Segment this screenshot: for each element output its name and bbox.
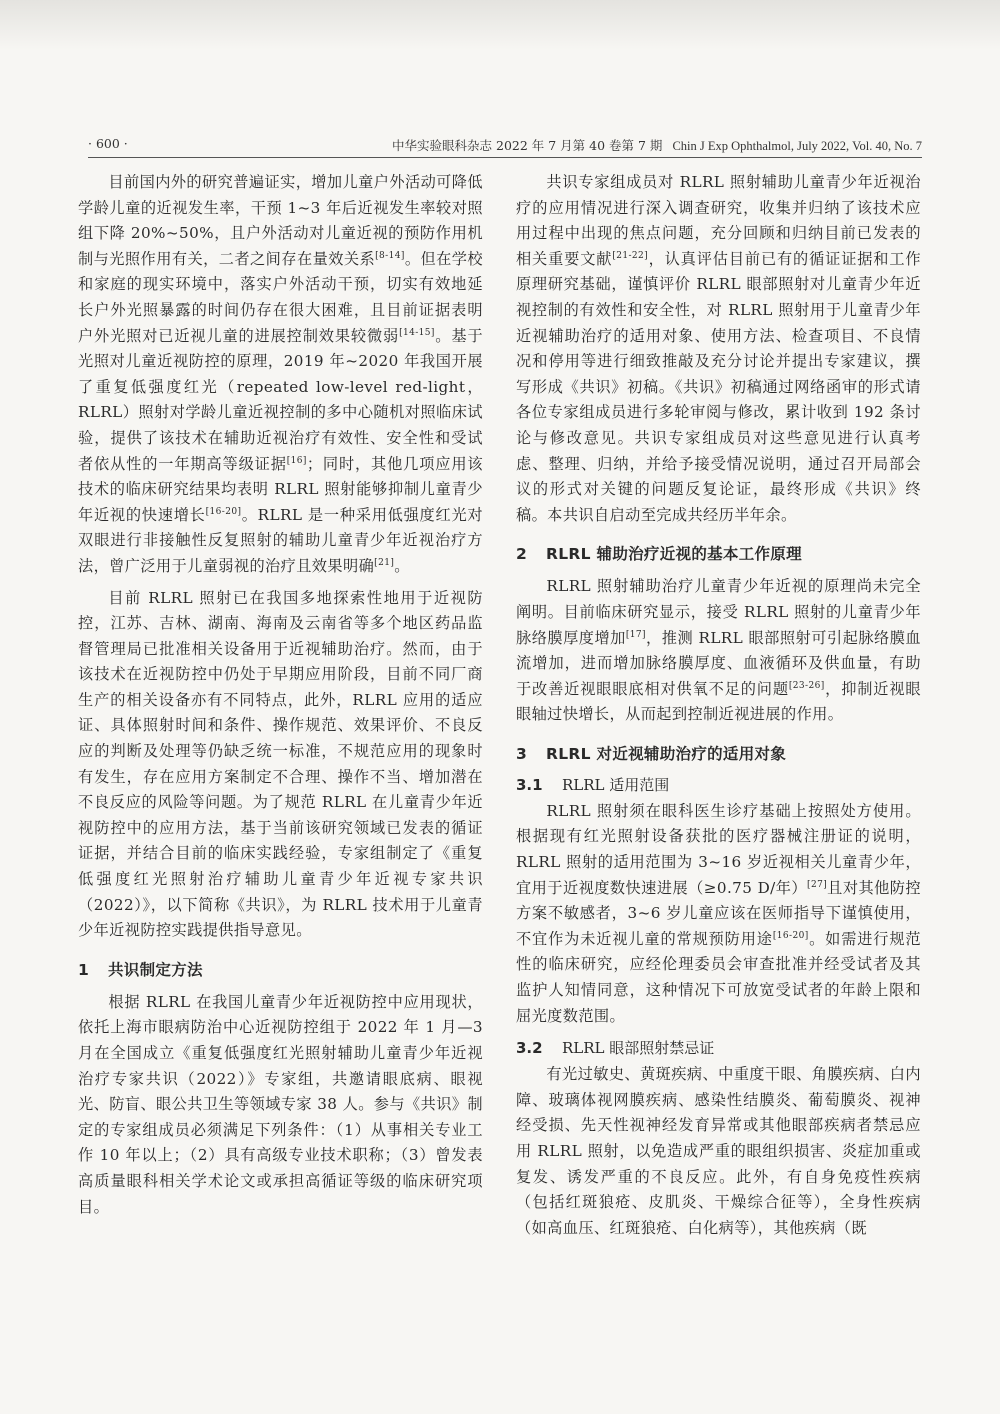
section-heading [516, 742, 921, 764]
citation[interactable]: [16] [286, 455, 307, 466]
section-number: 3 [516, 744, 528, 763]
paragraph: 根据 RLRL 在我国儿童青少年近视防控中应用现状，依托上海市眼病防治中心近视防控组于 2022 年 1 月—3 月在全国成立《重复低强度红光照射辅助儿童青少年近视治疗专家共识（2022）》专家组，共邀请眼底病、眼视光、防盲、眼公共卫生等领域专家 38 人。参与《共识》制定的专家组成员必须满足下列条件：（1）从事相关专业工作 10 年以上；（2）具有高级专业技术职称；（3）曾发表高质量眼科相关学术论文或承担高循证等级的临床研究项目。 [78, 992, 483, 1216]
subsection-heading [516, 1037, 921, 1058]
section-title: 共识制定方法 [108, 960, 203, 979]
subsection-number: 3.2 [516, 1039, 543, 1058]
paragraph: 共识专家组成员对 RLRL 照射辅助儿童青少年近视治疗的应用情况进行深入调查研究，收集并归纳了该技术应用过程中出现的焦点问题，充分回顾和归纳目前已发表的相关重要文献[21-22]，认真评估目前已有的循证证据和工作原理研究基础，谨慎评价 RLRL 眼部照射对儿童青少年近视控制的有效性和安全性，对 RLRL 照射用于儿童青少年近视辅助治疗的适用对象、使用方法、检查项目、不良情况和停用等进行细致推敲及充分讨论并提出专家建议，撰写形成《共识》初稿。《共识》初稿通过网络函审的形式请各位专家组成员进行多轮审阅与修改，累计收到 192 条讨论与修改意见。共识专家组成员对这些意见进行认真考虑、整理、归纳，并给予接受情况说明，通过召开局部会议的形式对关键的问题反复论证，最终形成《共识》终稿。本共识自启动至完成共经历半年余。 [516, 173, 921, 524]
section-number: 1 [78, 960, 90, 979]
section-number: 2 [516, 545, 528, 564]
section-title: RLRL 对近视辅助治疗的适用对象 [546, 744, 787, 763]
paragraph: 目前国内外的研究普遍证实，增加儿童户外活动可降低学龄儿童的近视发生率，干预 1~3 年后近视发生率较对照组下降 20%~50%，且户外活动对儿童近视的预防作用机制与光照作用有关，二者之间存在量效关系[8-14]。但在学校和家庭的现实环境中，落实户外活动干预，切实有效地延长户外光照暴露的时间仍存在很大困难，且目前证据表明户外光照对已近视儿童的进展控制效果较微弱[14-15]。基于光照对儿童近视防控的原理，2019 年~2020 年我国开展了重复低强度红光（repeated low-level red-light，RLRL）照射对学龄儿童近视控制的多中心随机对照临床试验，提供了该技术在辅助近视治疗有效性、安全性和受试者依从性的一年期高等级证据[16]；同时，其他几项应用该技术的临床研究结果均表明 RLRL 照射能够抑制儿童青少年近视的快速增长[16-20]。RLRL 是一种采用低强度红光对双眼进行非接触性反复照射的辅助儿童青少年近视治疗方法，曾广泛用于儿童弱视的治疗且效果明确[21]。 [78, 173, 484, 575]
left-column [78, 170, 483, 1220]
citation[interactable]: [16-20] [772, 930, 809, 941]
citation[interactable]: [8-14] [375, 250, 405, 261]
citation[interactable]: [16-20] [205, 506, 242, 517]
journal-citation [392, 136, 922, 154]
paragraph: 有光过敏史、黄斑疾病、中重度干眼、角膜疾病、白内障、玻璃体视网膜疾病、感染性结膜炎、葡萄膜炎、视神经受损、先天性视神经发育异常或其他眼部疾病者禁忌应用 RLRL 照射，以免造成严重的眼组织损害、炎症加重或复发、诱发严重的不良反应。此外，有自身免疫性疾病（包括红斑狼疮、皮肌炎、干燥综合征等），全身性疾病（如高血压、红斑狼疮、白化病等），其他疾病（既 [516, 1065, 921, 1237]
citation[interactable]: [21] [374, 557, 395, 568]
section-heading [516, 542, 921, 564]
scan-edge [0, 0, 1000, 50]
subsection-heading [516, 774, 921, 795]
section-heading [78, 958, 483, 980]
citation[interactable]: [14-15] [399, 327, 435, 338]
right-column [516, 170, 921, 1241]
page-number: · 600 · [88, 136, 128, 151]
running-header [88, 136, 922, 158]
header-rule [88, 157, 922, 158]
citation[interactable]: [27] [807, 879, 828, 890]
citation[interactable]: [17] [625, 629, 646, 640]
journal-name-en: Chin J Exp Ophthalmol, July 2022, Vol. 40, No. 7 [672, 139, 922, 153]
paragraph: RLRL 照射须在眼科医生诊疗基础上按照处方使用。根据现有红光照射设备获批的医疗器械注册证的说明，RLRL 照射的适用范围为 3~16 岁近视相关儿童青少年，宜用于近视度数快速进展（≥0.75 D/年）[27]且对其他防控方案不敏感者，3~6 岁儿童应该在医师指导下谨慎使用，不宜作为未近视儿童的常规预防用途[16-20]。如需进行规范性的临床研究，应经伦理委员会审查批准并经受试者及其监护人知情同意，这种情况下可放宽受试者的年龄上限和屈光度数范围。 [516, 801, 921, 1025]
paragraph: RLRL 照射辅助治疗儿童青少年近视的原理尚未完全阐明。目前临床研究显示，接受 RLRL 照射的儿童青少年脉络膜厚度增加[17]，推测 RLRL 眼部照射可引起脉络膜血流增加，进而增加脉络膜厚度、血液循环及供血量，有助于改善近视眼眼底相对供氧不足的问题[23-26]，抑制近视眼眼轴过快增长，从而起到控制近视进展的作用。 [516, 577, 921, 724]
subsection-number: 3.1 [516, 775, 543, 794]
subsection-title: RLRL 适用范围 [562, 775, 670, 794]
paragraph: 目前 RLRL 照射已在我国多地探索性地用于近视防控，江苏、吉林、湖南、海南及云南省等多个地区药品监督管理局已批准相关设备用于近视辅助治疗。然而，由于该技术在近视防控中仍处于早期应用阶段，目前不同厂商生产的相关设备亦有不同特点，此外，RLRL 应用的适应证、具体照射时间和条件、操作规范、效果评价、不良反应的判断及处理等仍缺乏统一标准，不规范应用的现象时有发生，存在应用方案制定不合理、操作不当、增加潜在不良反应的风险等问题。为了规范 RLRL 在儿童青少年近视防控中的应用方法，基于当前该研究领域已发表的循证证据，并结合目前的临床实践经验，专家组制定了《重复低强度红光照射治疗辅助儿童青少年近视专家共识（2022）》，以下简称《共识》，为 RLRL 技术用于儿童青少年近视防控实践提供指导意见。 [78, 588, 483, 940]
section-title: RLRL 辅助治疗近视的基本工作原理 [546, 545, 802, 564]
citation[interactable]: [21-22] [612, 250, 649, 261]
journal-name-cn: 中华实验眼科杂志 2022 年 7 月第 40 卷第 7 期 [392, 138, 663, 153]
subsection-title: RLRL 眼部照射禁忌证 [562, 1039, 715, 1058]
citation[interactable]: [23-26] [788, 680, 825, 691]
